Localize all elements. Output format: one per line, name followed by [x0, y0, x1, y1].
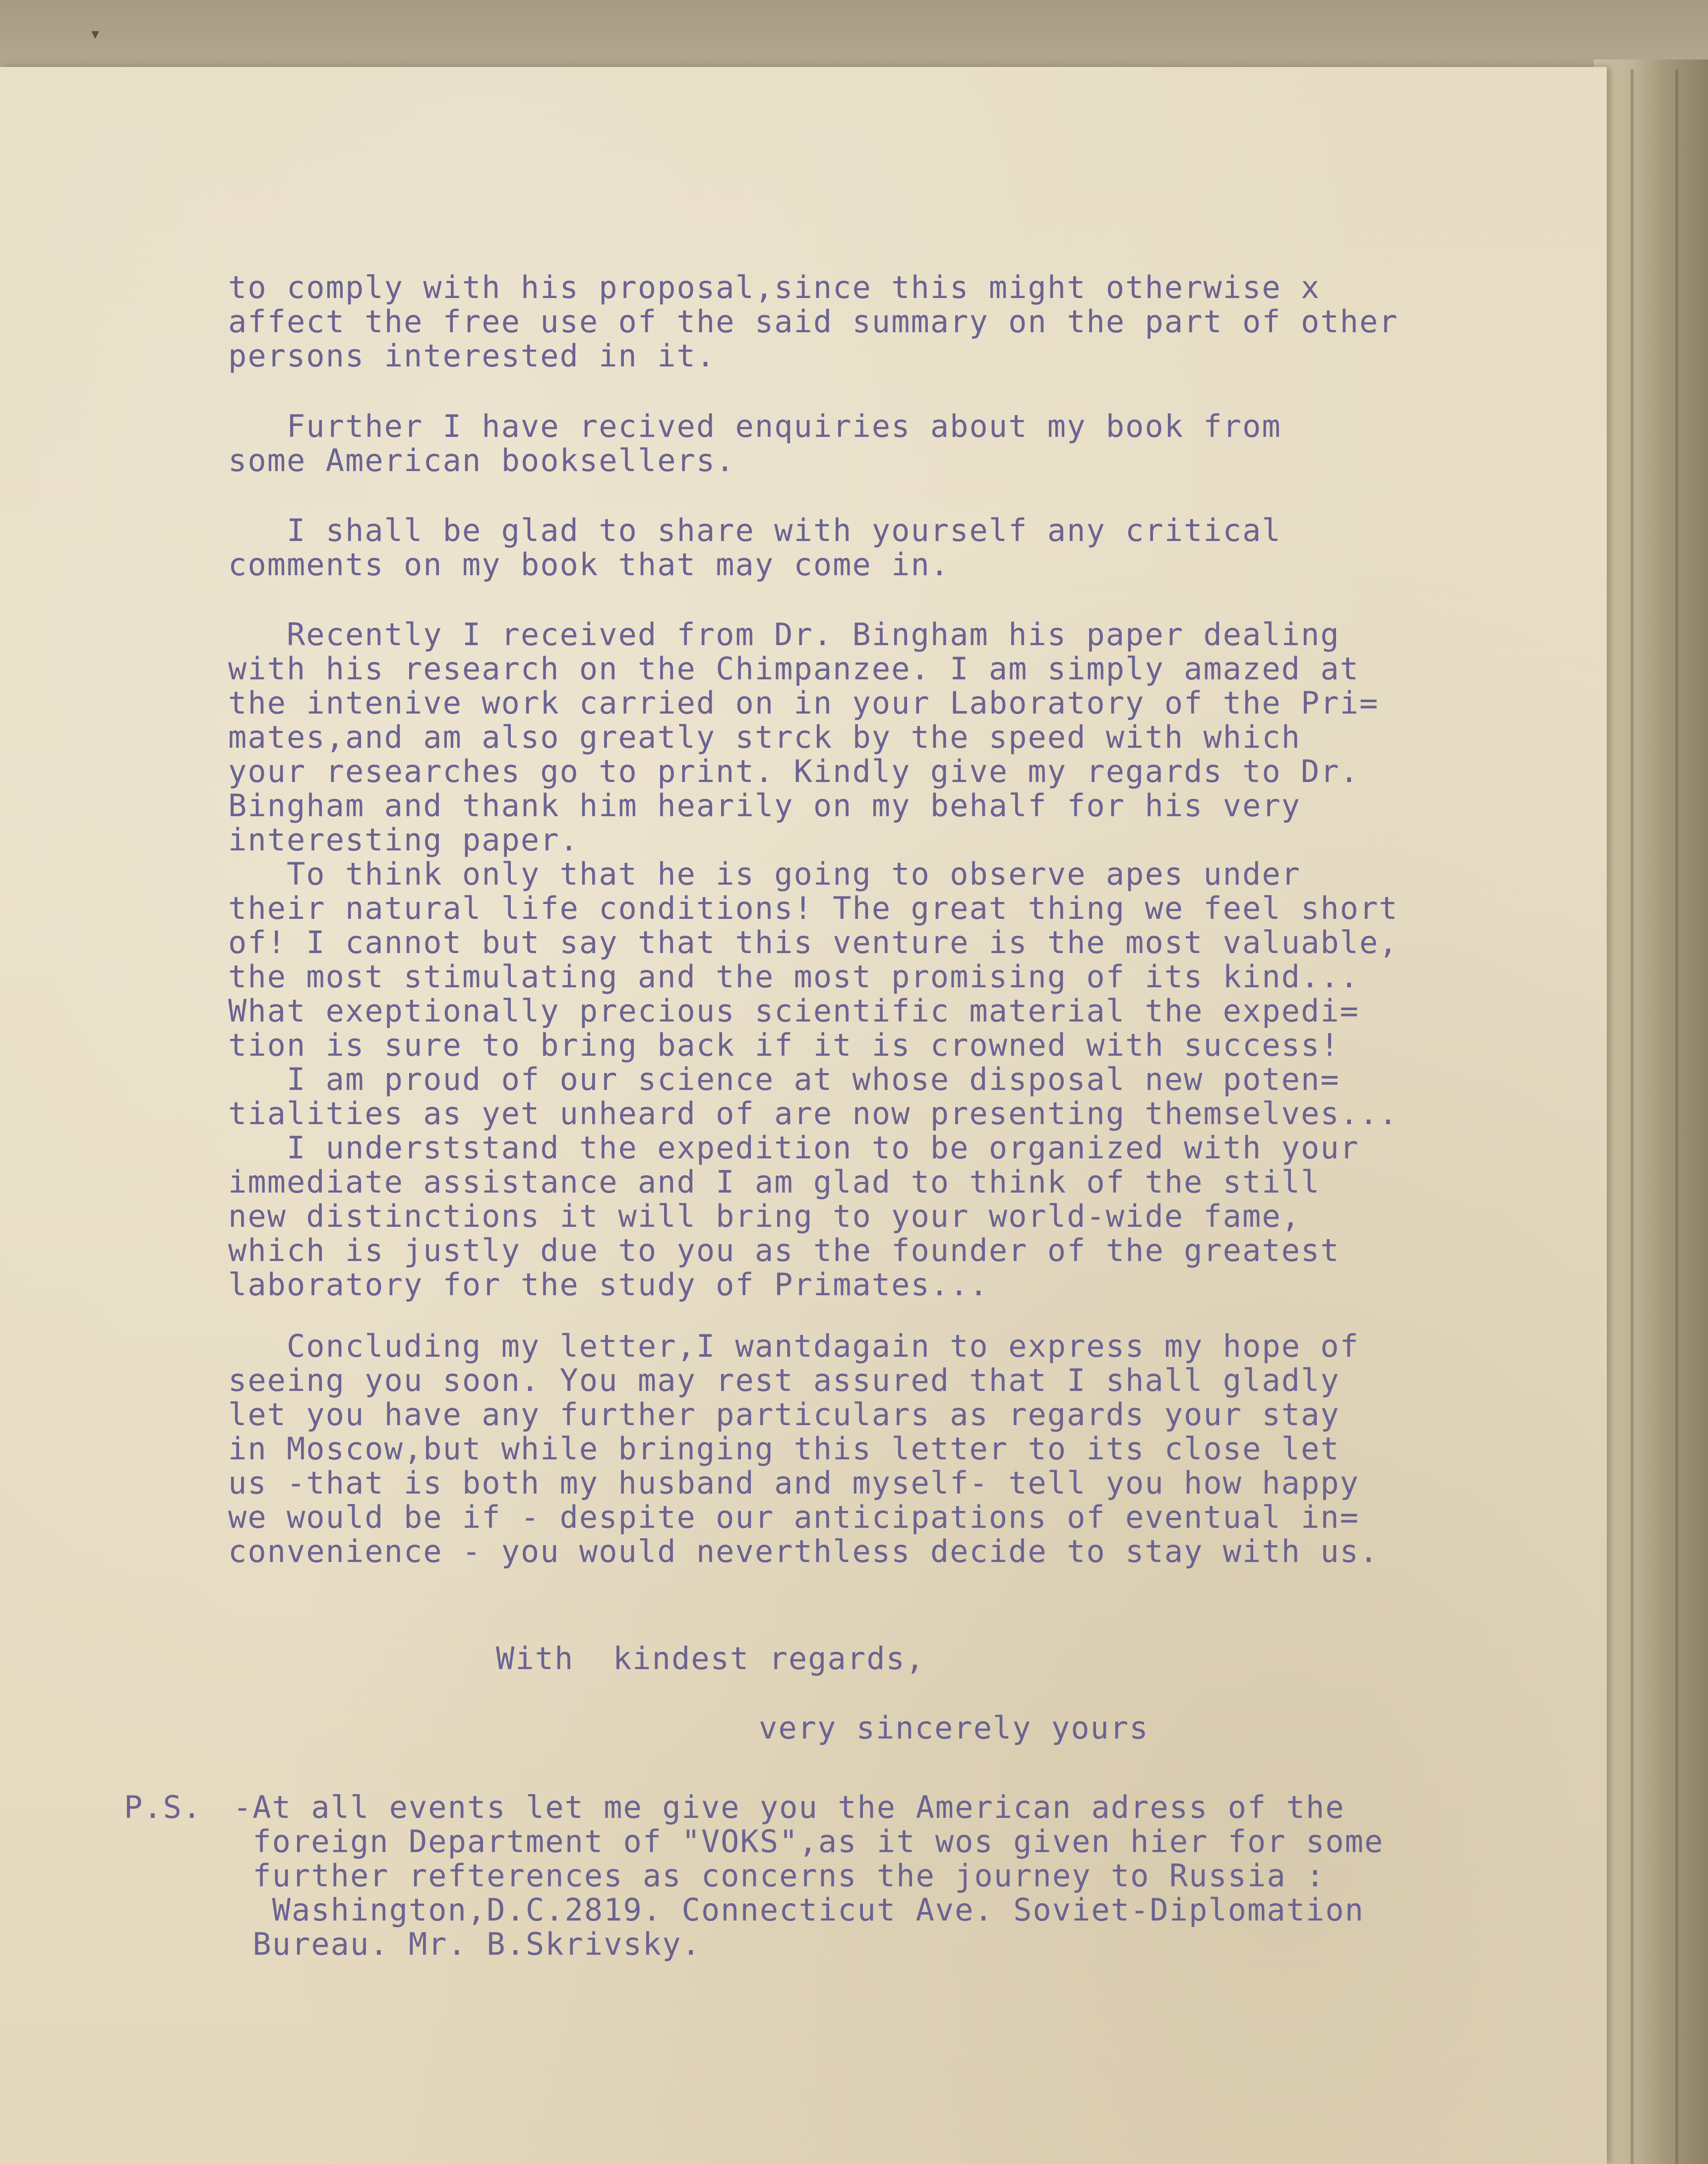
letter-line: of! I cannot but say that this venture is the most valuable,	[228, 924, 1399, 961]
letter-line: laboratory for the study of Primates...	[228, 1266, 989, 1303]
letter-line: to comply with his proposal,since this might otherwise x	[228, 269, 1321, 305]
letter-line: Recently I received from Dr. Bingham his paper dealing	[228, 616, 1340, 653]
ps-line: -At all events let me give you the American adress of the	[233, 1789, 1345, 1825]
letter-line: their natural life conditions! The great thing we feel short	[228, 890, 1399, 926]
letter-line: immediate assistance and I am glad to think of the still	[228, 1164, 1321, 1200]
ps-line: Washington,D.C.2819. Connecticut Ave. Soviet-Diplomation	[233, 1892, 1364, 1928]
letter-line: let you have any further particulars as regards your stay	[228, 1396, 1340, 1433]
letter-line: we would be if - despite our anticipations of eventual in=	[228, 1499, 1359, 1535]
ps-line: Bureau. Mr. B.Skrivsky.	[233, 1926, 701, 1962]
letter-line: Further I have recived enquiries about my book from	[228, 408, 1281, 444]
ps-label: P.S.	[124, 1789, 202, 1825]
page-edge-stack	[1594, 60, 1708, 2164]
letter-line: affect the free use of the said summary on the part of other	[228, 303, 1399, 340]
letter-line: comments on my book that may come in.	[228, 546, 950, 583]
letter-line: What exeptionally precious scientific material the expedi=	[228, 993, 1359, 1029]
letter-line: new distinctions it will bring to your world-wide fame,	[228, 1198, 1301, 1234]
letter-line: the most stimulating and the most promising of its kind...	[228, 959, 1359, 995]
page-edge-line	[1631, 69, 1634, 2164]
letter-line: persons interested in it.	[228, 338, 716, 374]
letter-line: your researches go to print. Kindly give my regards to Dr.	[228, 753, 1359, 789]
corner-mark: ▾	[89, 22, 102, 45]
letter-line: interesting paper.	[228, 822, 579, 858]
letter-line: tion is sure to bring back if it is crowned with success!	[228, 1027, 1340, 1063]
closing-line: With kindest regards,	[496, 1640, 925, 1677]
letter-line: To think only that he is going to observe apes under	[228, 856, 1301, 892]
letter-line: I underststand the expedition to be organized with your	[228, 1130, 1359, 1166]
letter-line: tialities as yet unheard of are now presenting themselves...	[228, 1095, 1399, 1132]
ps-line: foreign Department of "VOKS",as it wos given hier for some	[233, 1823, 1384, 1860]
letter-line: I shall be glad to share with yourself any critical	[228, 512, 1281, 548]
letter-line: mates,and am also greatly strck by the speed with which	[228, 719, 1301, 755]
letter-line: convenience - you would neverthless decide to stay with us.	[228, 1533, 1379, 1569]
letter-line: in Moscow,but while bringing this letter to its close let	[228, 1431, 1340, 1467]
page-edge-line	[1675, 69, 1678, 2164]
letter-line: I am proud of our science at whose disposal new poten=	[228, 1061, 1340, 1097]
signoff-line: very sincerely yours	[759, 1710, 1149, 1746]
letter-line: some American booksellers.	[228, 442, 735, 479]
letter-line: the intenive work carried on in your Laboratory of the Pri=	[228, 685, 1379, 721]
letter-line: with his research on the Chimpanzee. I am simply amazed at	[228, 651, 1359, 687]
letter-line: Concluding my letter,I wantdagain to express my hope of	[228, 1328, 1359, 1364]
letter-line: us -that is both my husband and myself- tell you how happy	[228, 1465, 1359, 1501]
letter-line: seeing you soon. You may rest assured that I shall gladly	[228, 1362, 1340, 1398]
ps-line: further refterences as concerns the journey to Russia :	[233, 1858, 1326, 1894]
letter-line: Bingham and thank him hearily on my behalf for his very	[228, 787, 1301, 824]
letter-line: which is justly due to you as the founder of the greatest	[228, 1232, 1340, 1268]
letter-page	[0, 67, 1607, 2164]
